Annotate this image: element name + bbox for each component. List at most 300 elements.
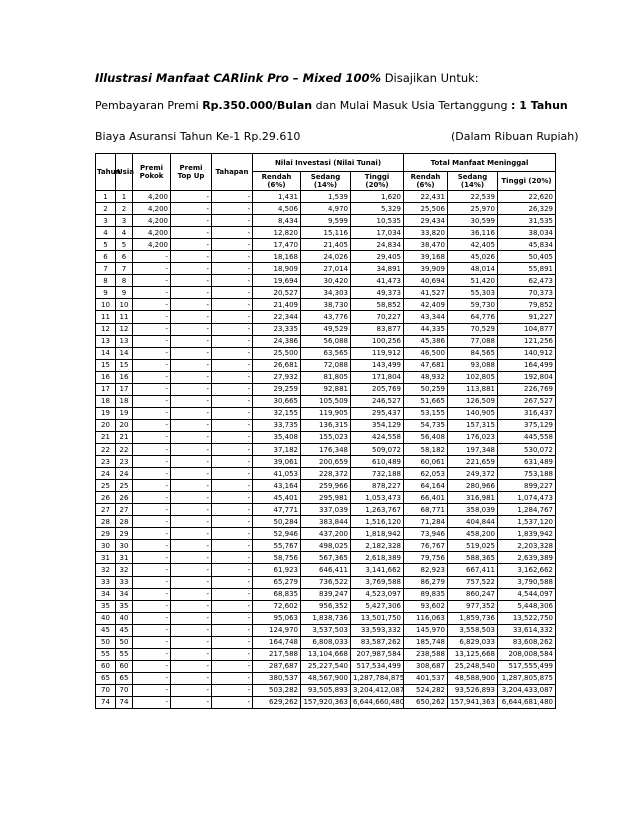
cell-premi-top-up: - [171,419,212,431]
cell-inv-rendah: 39,061 [253,456,301,468]
table-row [96,251,556,263]
cell-tahapan: - [212,564,253,576]
cell-mm-rendah: 62,053 [404,468,448,480]
cell-inv-sedang: 27,014 [301,263,351,275]
payment-prefix: Pembayaran Premi [95,99,203,112]
table-row [96,564,556,576]
cell-tahun: 24 [96,468,116,480]
cell-tahapan: - [212,335,253,347]
table-row [96,395,556,407]
cell-tahun: 10 [96,299,116,311]
cell-mm-rendah: 185,748 [404,636,448,648]
cell-mm-tinggi: 91,227 [498,311,556,323]
cell-usia: 45 [116,624,133,636]
cell-inv-sedang: 25,227,540 [301,660,351,672]
cell-premi-pokok: - [133,275,171,287]
payment-amount: Rp.350.000/Bulan [202,99,313,112]
cell-mm-sedang: 176,023 [448,431,498,443]
cell-premi-pokok: - [133,371,171,383]
cell-inv-tinggi: 205,769 [351,383,404,395]
cell-inv-rendah: 23,335 [253,323,301,335]
cell-usia: 4 [116,227,133,239]
cell-mm-sedang: 157,941,363 [448,696,498,708]
table-row [96,347,556,359]
cell-mm-rendah: 64,164 [404,480,448,492]
header-mm-tinggi: Tinggi (20%) [498,172,556,191]
cell-inv-rendah: 43,164 [253,480,301,492]
cell-tahapan: - [212,287,253,299]
cell-tahun: 17 [96,383,116,395]
cell-inv-rendah: 20,527 [253,287,301,299]
cell-inv-rendah: 24,386 [253,335,301,347]
cell-mm-rendah: 79,756 [404,552,448,564]
cell-usia: 27 [116,504,133,516]
cell-mm-rendah: 145,970 [404,624,448,636]
table-row [96,275,556,287]
cell-inv-tinggi: 878,227 [351,480,404,492]
table-row [96,299,556,311]
cell-mm-sedang: 84,565 [448,347,498,359]
cell-tahapan: - [212,624,253,636]
cell-mm-rendah: 58,182 [404,443,448,455]
cell-usia: 17 [116,383,133,395]
cell-inv-rendah: 52,946 [253,528,301,540]
cell-premi-top-up: - [171,371,212,383]
cell-inv-tinggi: 49,373 [351,287,404,299]
cell-mm-tinggi: 83,608,262 [498,636,556,648]
cell-mm-tinggi: 375,129 [498,419,556,431]
cell-inv-sedang: 383,844 [301,516,351,528]
cell-premi-pokok: - [133,287,171,299]
cell-tahapan: - [212,612,253,624]
cell-inv-sedang: 93,505,893 [301,684,351,696]
payment-mid: dan Mulai Masuk Usia Tertanggung [312,99,512,112]
cell-inv-tinggi: 83,587,262 [351,636,404,648]
cell-mm-rendah: 116,063 [404,612,448,624]
cell-inv-rendah: 27,932 [253,371,301,383]
cell-tahapan: - [212,528,253,540]
cell-premi-top-up: - [171,407,212,419]
cell-premi-pokok: - [133,624,171,636]
cell-mm-rendah: 33,820 [404,227,448,239]
cell-premi-pokok: - [133,407,171,419]
cell-inv-sedang: 176,348 [301,443,351,455]
cell-premi-pokok: - [133,552,171,564]
cell-inv-sedang: 48,567,900 [301,672,351,684]
cell-mm-tinggi: 26,329 [498,203,556,215]
cell-mm-sedang: 42,405 [448,239,498,251]
cell-tahun: 3 [96,215,116,227]
cell-premi-top-up: - [171,239,212,251]
cell-inv-sedang: 24,026 [301,251,351,263]
cell-tahapan: - [212,672,253,684]
table-row [96,456,556,468]
cell-premi-pokok: 4,200 [133,203,171,215]
cell-inv-sedang: 72,088 [301,359,351,371]
cell-inv-tinggi: 1,053,473 [351,492,404,504]
cell-premi-top-up: - [171,359,212,371]
cell-mm-tinggi: 140,912 [498,347,556,359]
cell-tahun: 22 [96,443,116,455]
cell-inv-tinggi: 1,263,767 [351,504,404,516]
cell-inv-sedang: 63,565 [301,347,351,359]
cell-mm-sedang: 249,372 [448,468,498,480]
cell-tahapan: - [212,660,253,672]
cell-mm-sedang: 316,981 [448,492,498,504]
cell-mm-rendah: 29,434 [404,215,448,227]
cell-tahapan: - [212,540,253,552]
cell-inv-tinggi: 34,891 [351,263,404,275]
cell-premi-pokok: - [133,516,171,528]
cell-tahun: 65 [96,672,116,684]
cell-inv-rendah: 30,665 [253,395,301,407]
cell-mm-sedang: 3,558,503 [448,624,498,636]
table-row [96,636,556,648]
table-row [96,419,556,431]
cell-premi-pokok: - [133,576,171,588]
cell-premi-pokok: - [133,383,171,395]
cell-premi-top-up: - [171,275,212,287]
cell-inv-sedang: 228,372 [301,468,351,480]
cell-mm-rendah: 93,602 [404,600,448,612]
cell-inv-rendah: 12,820 [253,227,301,239]
header-premi-top-up: Premi Top Up [171,154,212,191]
cell-inv-tinggi: 2,618,389 [351,552,404,564]
table-row [96,431,556,443]
cell-inv-sedang: 1,539 [301,191,351,203]
cell-mm-rendah: 68,771 [404,504,448,516]
cell-premi-top-up: - [171,492,212,504]
cell-mm-tinggi: 31,535 [498,215,556,227]
cell-mm-rendah: 50,259 [404,383,448,395]
cell-tahapan: - [212,407,253,419]
cell-inv-tinggi: 5,427,306 [351,600,404,612]
cell-inv-sedang: 956,352 [301,600,351,612]
cell-tahapan: - [212,504,253,516]
cell-inv-tinggi: 13,501,750 [351,612,404,624]
cell-premi-pokok: - [133,672,171,684]
cell-tahapan: - [212,696,253,708]
cell-mm-tinggi: 631,489 [498,456,556,468]
cell-mm-tinggi: 2,203,328 [498,540,556,552]
cell-tahun: 20 [96,419,116,431]
cell-premi-top-up: - [171,504,212,516]
cell-usia: 26 [116,492,133,504]
cell-mm-sedang: 358,039 [448,504,498,516]
cell-mm-tinggi: 753,188 [498,468,556,480]
cell-mm-rendah: 22,431 [404,191,448,203]
cell-inv-tinggi: 424,558 [351,431,404,443]
cell-tahun: 23 [96,456,116,468]
table-row [96,540,556,552]
table-row [96,239,556,251]
cell-mm-tinggi: 267,527 [498,395,556,407]
table-row [96,215,556,227]
cell-mm-rendah: 40,694 [404,275,448,287]
cell-inv-tinggi: 509,072 [351,443,404,455]
header-inv-sedang: Sedang (14%) [301,172,351,191]
cell-mm-rendah: 44,335 [404,323,448,335]
cell-premi-pokok: - [133,263,171,275]
cell-premi-pokok: - [133,504,171,516]
cell-tahun: 18 [96,395,116,407]
cell-tahapan: - [212,443,253,455]
cell-usia: 16 [116,371,133,383]
table-row [96,335,556,347]
cell-usia: 11 [116,311,133,323]
cell-inv-rendah: 217,588 [253,648,301,660]
cell-usia: 34 [116,588,133,600]
cell-mm-sedang: 25,970 [448,203,498,215]
table-row [96,588,556,600]
cell-premi-top-up: - [171,696,212,708]
cell-inv-sedang: 295,981 [301,492,351,504]
cell-mm-tinggi: 121,256 [498,335,556,347]
cell-usia: 23 [116,456,133,468]
cell-usia: 14 [116,347,133,359]
cell-mm-sedang: 757,522 [448,576,498,588]
cell-premi-pokok: - [133,359,171,371]
cell-mm-rendah: 25,506 [404,203,448,215]
table-row [96,311,556,323]
cell-inv-rendah: 4,506 [253,203,301,215]
cell-inv-rendah: 47,771 [253,504,301,516]
cell-tahun: 60 [96,660,116,672]
table-row [96,600,556,612]
cell-inv-rendah: 18,168 [253,251,301,263]
cell-inv-rendah: 629,262 [253,696,301,708]
cell-usia: 32 [116,564,133,576]
cell-usia: 1 [116,191,133,203]
cell-premi-pokok: - [133,419,171,431]
cell-tahun: 40 [96,612,116,624]
cell-inv-tinggi: 100,256 [351,335,404,347]
cell-premi-pokok: 4,200 [133,227,171,239]
cell-mm-sedang: 25,248,540 [448,660,498,672]
cell-mm-rendah: 54,735 [404,419,448,431]
header-group-manfaat: Total Manfaat Meninggal [404,154,556,172]
cell-premi-top-up: - [171,540,212,552]
cell-inv-sedang: 437,200 [301,528,351,540]
cell-mm-tinggi: 3,162,662 [498,564,556,576]
cell-mm-rendah: 42,409 [404,299,448,311]
cell-mm-sedang: 30,599 [448,215,498,227]
cell-premi-top-up: - [171,468,212,480]
cell-tahapan: - [212,383,253,395]
cell-premi-pokok: - [133,636,171,648]
cell-tahapan: - [212,275,253,287]
cell-mm-rendah: 82,923 [404,564,448,576]
cell-tahun: 31 [96,552,116,564]
cell-premi-pokok: - [133,648,171,660]
header-tahun: Tahun [96,154,116,191]
cell-tahun: 7 [96,263,116,275]
cell-usia: 18 [116,395,133,407]
table-row [96,648,556,660]
document-title: Illustrasi Manfaat CARlink Pro – Mixed 100% [95,71,382,85]
cell-premi-top-up: - [171,395,212,407]
cell-inv-rendah: 32,155 [253,407,301,419]
cell-mm-sedang: 458,200 [448,528,498,540]
cell-premi-top-up: - [171,564,212,576]
cell-mm-tinggi: 1,287,805,875 [498,672,556,684]
cell-premi-pokok: - [133,323,171,335]
cell-usia: 65 [116,672,133,684]
cell-usia: 21 [116,431,133,443]
cell-premi-pokok: - [133,684,171,696]
cell-tahapan: - [212,203,253,215]
cell-inv-rendah: 37,182 [253,443,301,455]
document-title-line [95,71,479,85]
cell-premi-pokok: 4,200 [133,215,171,227]
table-row [96,191,556,203]
cell-inv-sedang: 21,405 [301,239,351,251]
cell-mm-rendah: 38,470 [404,239,448,251]
cell-inv-rendah: 65,279 [253,576,301,588]
table-row [96,287,556,299]
cell-mm-rendah: 39,168 [404,251,448,263]
cell-tahun: 21 [96,431,116,443]
cell-tahapan: - [212,684,253,696]
cell-tahun: 29 [96,528,116,540]
cell-premi-top-up: - [171,203,212,215]
cell-usia: 60 [116,660,133,672]
header-mm-sedang: Sedang (14%) [448,172,498,191]
cell-mm-tinggi: 226,769 [498,383,556,395]
cell-mm-rendah: 650,262 [404,696,448,708]
cell-mm-tinggi: 2,639,389 [498,552,556,564]
cell-inv-rendah: 61,923 [253,564,301,576]
cell-inv-rendah: 18,909 [253,263,301,275]
cell-premi-pokok: - [133,540,171,552]
cell-tahapan: - [212,371,253,383]
cell-premi-top-up: - [171,528,212,540]
cell-inv-tinggi: 24,834 [351,239,404,251]
cell-tahun: 55 [96,648,116,660]
cell-tahapan: - [212,251,253,263]
table-row [96,528,556,540]
cell-tahun: 2 [96,203,116,215]
cell-premi-pokok: - [133,564,171,576]
cell-premi-top-up: - [171,311,212,323]
cell-premi-pokok: - [133,612,171,624]
cell-tahapan: - [212,600,253,612]
cell-inv-tinggi: 3,769,588 [351,576,404,588]
cell-premi-pokok: - [133,600,171,612]
cell-inv-tinggi: 70,227 [351,311,404,323]
cell-inv-sedang: 30,420 [301,275,351,287]
header-inv-rendah: Rendah (6%) [253,172,301,191]
cell-usia: 6 [116,251,133,263]
cell-inv-sedang: 9,599 [301,215,351,227]
cell-inv-tinggi: 29,405 [351,251,404,263]
cell-inv-rendah: 22,344 [253,311,301,323]
cell-mm-tinggi: 517,555,499 [498,660,556,672]
header-inv-tinggi: Tinggi (20%) [351,172,404,191]
cell-mm-sedang: 59,730 [448,299,498,311]
cell-mm-sedang: 70,529 [448,323,498,335]
cell-mm-tinggi: 1,074,473 [498,492,556,504]
cell-tahapan: - [212,347,253,359]
table-row [96,468,556,480]
cell-usia: 20 [116,419,133,431]
cell-usia: 25 [116,480,133,492]
cell-mm-sedang: 140,905 [448,407,498,419]
cell-mm-tinggi: 22,620 [498,191,556,203]
cell-inv-sedang: 136,315 [301,419,351,431]
cell-usia: 33 [116,576,133,588]
cell-premi-pokok: - [133,456,171,468]
cell-inv-tinggi: 119,912 [351,347,404,359]
cell-inv-tinggi: 3,141,662 [351,564,404,576]
cell-tahun: 1 [96,191,116,203]
cell-mm-tinggi: 208,008,584 [498,648,556,660]
cell-premi-top-up: - [171,191,212,203]
header-tahapan: Tahapan [212,154,253,191]
cell-premi-top-up: - [171,612,212,624]
cell-premi-top-up: - [171,636,212,648]
cell-usia: 8 [116,275,133,287]
cell-usia: 31 [116,552,133,564]
header-premi-pokok: Premi Pokok [133,154,171,191]
cell-inv-sedang: 105,509 [301,395,351,407]
cell-usia: 2 [116,203,133,215]
cell-mm-sedang: 6,829,033 [448,636,498,648]
cell-inv-sedang: 498,025 [301,540,351,552]
cell-mm-sedang: 519,025 [448,540,498,552]
cell-usia: 10 [116,299,133,311]
cell-inv-rendah: 95,063 [253,612,301,624]
cell-premi-top-up: - [171,383,212,395]
cell-mm-sedang: 157,315 [448,419,498,431]
cell-inv-tinggi: 4,523,097 [351,588,404,600]
cell-tahapan: - [212,227,253,239]
cell-mm-tinggi: 104,877 [498,323,556,335]
cell-inv-sedang: 567,365 [301,552,351,564]
cell-usia: 12 [116,323,133,335]
cell-mm-sedang: 588,365 [448,552,498,564]
cell-premi-top-up: - [171,600,212,612]
cell-inv-tinggi: 1,620 [351,191,404,203]
cell-premi-top-up: - [171,456,212,468]
cell-tahapan: - [212,419,253,431]
cell-mm-tinggi: 6,644,681,480 [498,696,556,708]
cell-premi-pokok: - [133,492,171,504]
cell-inv-sedang: 200,659 [301,456,351,468]
cell-mm-sedang: 977,352 [448,600,498,612]
cell-tahapan: - [212,431,253,443]
cell-tahapan: - [212,648,253,660]
table-row [96,263,556,275]
cell-usia: 22 [116,443,133,455]
cell-inv-tinggi: 295,437 [351,407,404,419]
table-row [96,480,556,492]
cell-mm-rendah: 238,588 [404,648,448,660]
cell-inv-rendah: 41,053 [253,468,301,480]
cell-mm-rendah: 76,767 [404,540,448,552]
cell-mm-tinggi: 70,373 [498,287,556,299]
cell-inv-sedang: 736,522 [301,576,351,588]
cell-tahun: 5 [96,239,116,251]
table-row [96,660,556,672]
cell-mm-tinggi: 1,839,942 [498,528,556,540]
table-row [96,323,556,335]
cell-mm-rendah: 86,279 [404,576,448,588]
cell-mm-rendah: 71,284 [404,516,448,528]
cell-inv-rendah: 21,409 [253,299,301,311]
cell-mm-rendah: 53,155 [404,407,448,419]
cell-tahapan: - [212,311,253,323]
